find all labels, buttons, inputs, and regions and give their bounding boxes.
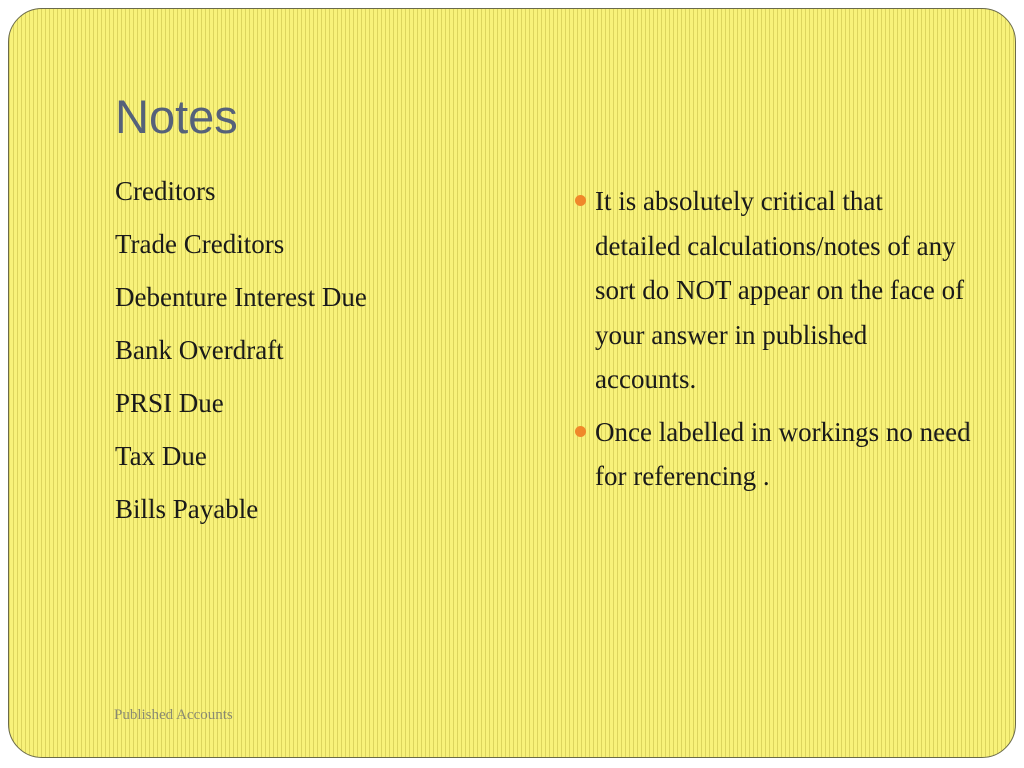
bullet-item [575,179,975,402]
slide-title: Notes [115,90,238,143]
bullet-text: It is absolutely critical that detailed calculations/notes of any sort do NOT appear on the face of your answer in published accounts. [595,186,965,394]
creditors-list [115,175,515,546]
list-item: PRSI Due [115,388,224,418]
bullet-text: Once labelled in workings no need for referencing . [595,416,971,491]
list-item: Tax Due [115,441,207,471]
notes-bullet-list [575,179,975,507]
list-item: Trade Creditors [115,229,285,259]
bullet-item [575,410,975,499]
bullet-dot-icon [575,426,586,437]
slide-footer: Published Accounts [114,707,233,723]
list-item: Bills Payable [115,494,259,524]
list-item: Creditors [115,176,216,206]
bullet-dot-icon [575,195,586,206]
list-item: Debenture Interest Due [115,282,367,312]
slide [8,8,1016,758]
list-item: Bank Overdraft [115,335,284,365]
